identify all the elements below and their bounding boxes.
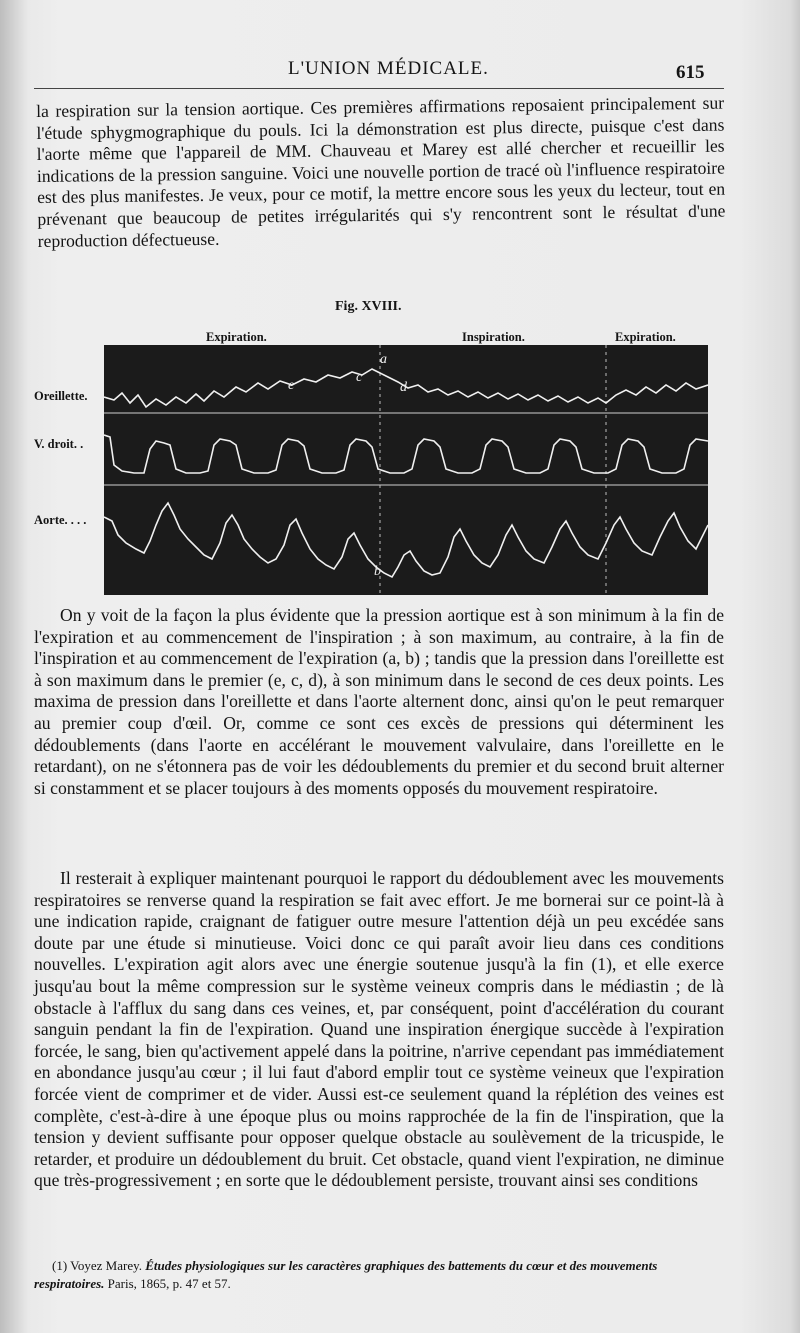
row-label-aorte: Aorte. . . . (34, 513, 87, 527)
footnote-lead: (1) Voyez Marey. (52, 1258, 143, 1273)
pressure-tracing-figure (104, 345, 708, 595)
trace-letter-e: e (288, 378, 295, 393)
row-label-oreillette: Oreillette. (34, 389, 88, 403)
trace-letter-c: c (356, 370, 363, 385)
footnote-tail: Paris, 1865, p. 47 et 57. (107, 1276, 231, 1291)
trace-letter-b: b (374, 564, 381, 579)
footnote (34, 1257, 724, 1293)
phase-label-inspiration: Inspiration. (462, 330, 525, 344)
trace-letter-a: a (380, 352, 387, 367)
paragraph-2: Il resterait à expliquer maintenant pourquoi le rapport du dédoublement avec les mouvements respiratoires se renverse quand la respiration se fait avec effort. Je me bornerai sur ce point-là à une indication rapide, craignant de fatiguer outre mesure l'attention déjà un peu excédée sans doute par une étude si minutieuse. Voici donc ce qui paraît avoir lieu dans ces conditions nouvelles. L'expiration agit alors avec une énergie soutenue jusqu'à la fin (1), et elle exerce jusqu'au bout la même compression sur le système veineux compris dans le médiastin ; de là obstacle à l'afflux du sang dans ces veines, et, par conséquent, point d'accélération du courant sanguin pendant la fin de l'expiration. Quand une inspiration énergique succède à l'expiration forcée, le sang, bien qu'activement appelé dans la poitrine, n'arrive cependant pas immédiatement en abondance jusqu'au cœur ; il lui faut d'abord emplir tout ce système veineux que l'expiration forcée vient de comprimer et de vider. Aussi est-ce seulement quand la réplétion des veines est complète, c'est-à-dire à une époque plus ou moins rapprochée de la fin de l'inspiration, que la tension y devient suffisante pour opposer quelque obstacle au soulèvement de la tricuspide, le retarder, et produire un dédoublement du bruit. Cet obstacle, quand vient l'expiration, ne diminue que très-progressivement ; en sorte que le dédoublement persiste, trouvant ainsi ses conditions (34, 868, 724, 1191)
phase-label-expiration-1: Expiration. (206, 330, 267, 344)
page-header (0, 58, 800, 88)
paragraph-1: On y voit de la façon la plus évidente que la pression aortique est à son minimum à la fin de l'expiration et au commencement de l'inspiration ; à son maximum, au contraire, à la fin de l'inspiration et au commencement de l'expiration (a, b) ; tandis que la pression dans l'oreillette est à son maximum dans le premier (e, c, d), à son minimum dans le second de ces deux points. Les maxima de pression dans l'oreillette et dans l'aorte alternent donc, ainsi qu'on le peut remarquer au premier coup d'œil. Or, comme ce sont ces excès de pressions qui déterminent les dédoublements (dans l'aorte en accélérant le mouvement valvulaire, dans l'oreillette en le retardant), on ne s'étonnera pas de voir les dédoublements du premier et du second bruit alterner si constamment et se placer toujours à des moments opposés du mouvement respiratoire. (34, 605, 724, 798)
running-title: L'UNION MÉDICALE. (288, 58, 489, 79)
row-label-ventricule: V. droit. . (34, 437, 84, 451)
page-number: 615 (676, 62, 705, 83)
footnote-title: Études physiologiques sur les caractères graphiques des battements du cœur et des mouvements respiratoires. (34, 1258, 658, 1291)
figure-caption: Fig. XVIII. (335, 299, 402, 314)
trace-letter-d: d (400, 380, 407, 395)
header-rule (34, 88, 724, 89)
paragraph-top: la respiration sur la tension aortique. Ces premières affirmations reposaient principalement sur l'étude sphygmographique du pouls. Ici la démonstration est plus directe, puisque c'est dans l'aorte même que l'appareil de MM. Chauveau et Marey est allé chercher et recueillir les indications de la pression sanguine. Voici une nouvelle portion de tracé où l'influence respiratoire est des plus manifestes. Je veux, pour ce motif, la mettre encore sous les yeux du lecteur, tout en prévenant que beaucoup de petites irrégularités qui s'y rencontrent sont le résultat d'une reproduction défectueuse. (36, 92, 726, 251)
phase-label-expiration-2: Expiration. (615, 330, 676, 344)
